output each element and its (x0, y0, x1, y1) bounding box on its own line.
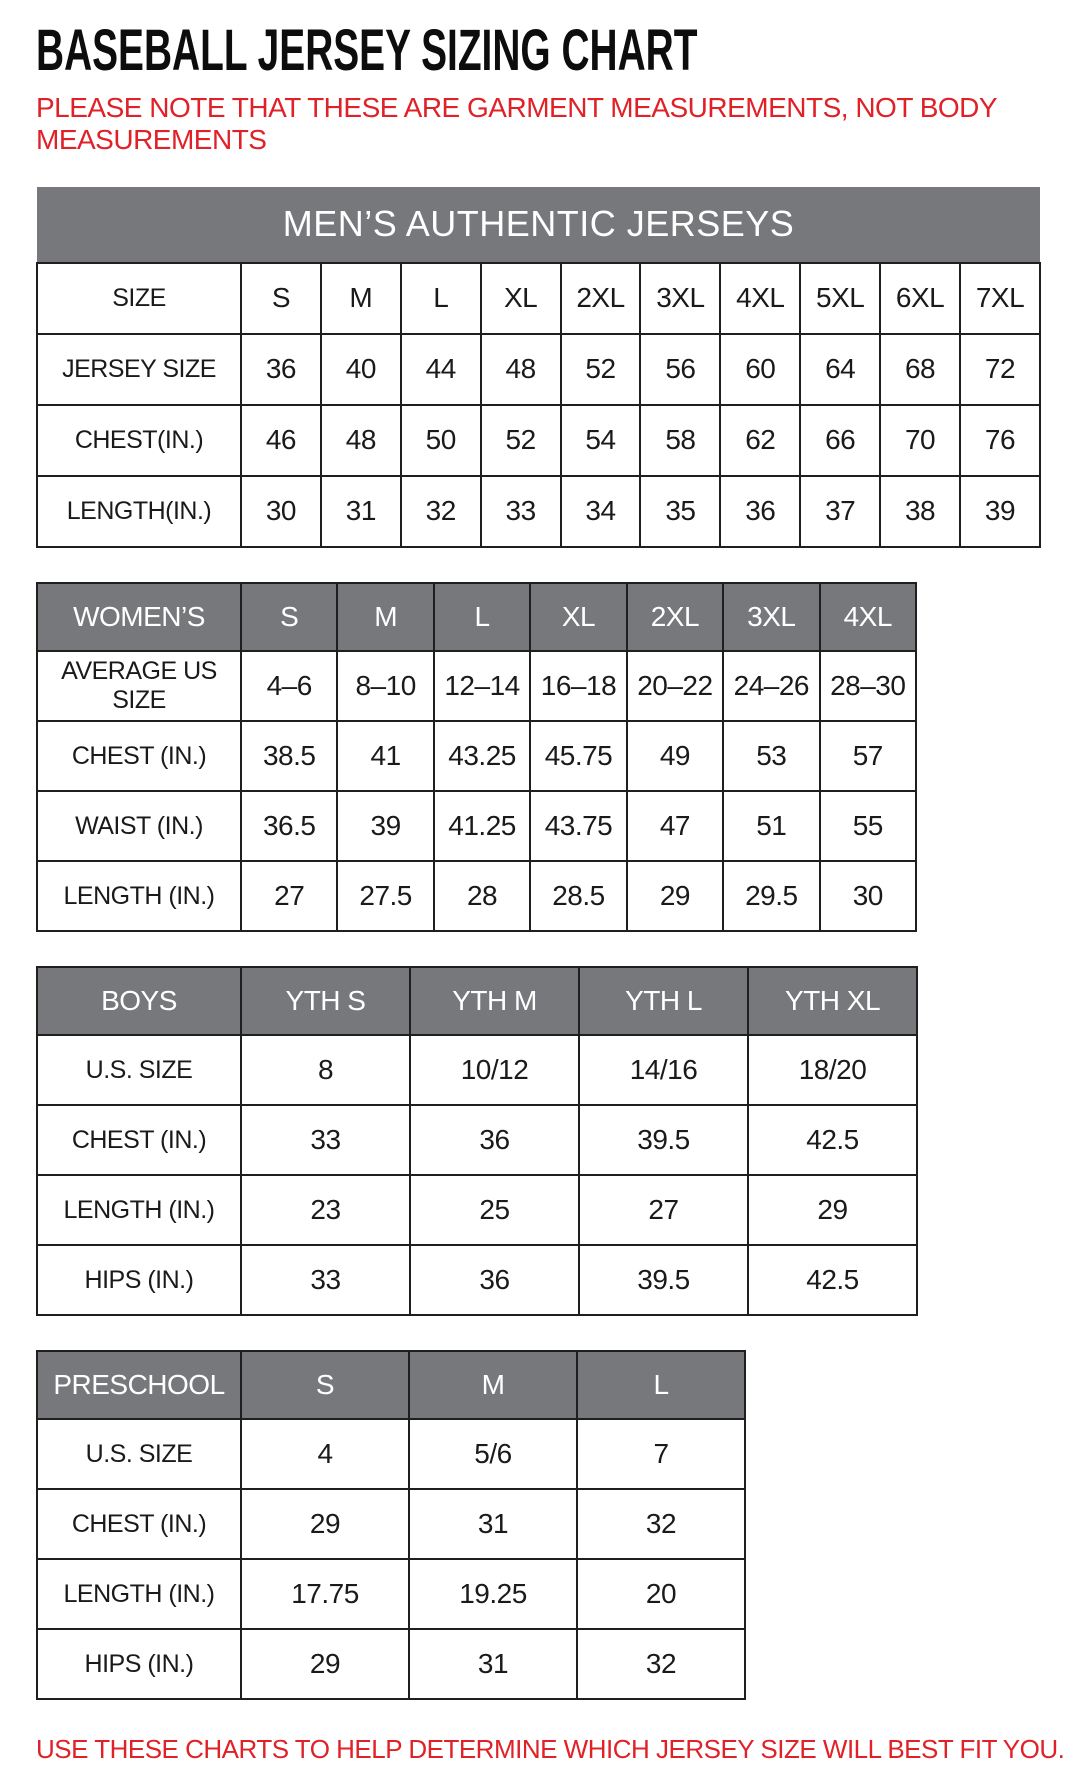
value-cell: 57 (820, 721, 916, 791)
value-cell: 64 (800, 334, 880, 405)
value-cell: 16–18 (530, 651, 626, 721)
preschool-header-label: PRESCHOOL (37, 1351, 241, 1419)
value-cell: 27.5 (337, 861, 433, 931)
table-row (37, 861, 916, 931)
size-column-header: YTH L (579, 967, 748, 1035)
value-cell: 66 (800, 405, 880, 476)
value-cell: 36 (410, 1245, 579, 1315)
table-row (37, 1629, 745, 1699)
value-cell: 39.5 (579, 1245, 748, 1315)
value-cell: 6XL (880, 263, 960, 334)
value-cell: 37 (800, 476, 880, 547)
value-cell: 36 (241, 334, 321, 405)
size-column-header: XL (530, 583, 626, 651)
value-cell: 42.5 (748, 1245, 917, 1315)
value-cell: 7XL (960, 263, 1040, 334)
value-cell: 8 (241, 1035, 410, 1105)
value-cell: 24–26 (723, 651, 819, 721)
value-cell: 30 (241, 476, 321, 547)
row-label: LENGTH (IN.) (37, 861, 241, 931)
value-cell: 36.5 (241, 791, 337, 861)
value-cell: L (401, 263, 481, 334)
value-cell: 54 (561, 405, 641, 476)
row-label: WAIST (IN.) (37, 791, 241, 861)
footer-note: USE THESE CHARTS TO HELP DETERMINE WHICH JERSEY SIZE WILL BEST FIT YOU. (36, 1733, 1065, 1764)
size-column-header: M (409, 1351, 577, 1419)
value-cell: 10/12 (410, 1035, 579, 1105)
table-row (37, 721, 916, 791)
value-cell: 51 (723, 791, 819, 861)
value-cell: 23 (241, 1175, 410, 1245)
table-row (37, 1559, 745, 1629)
value-cell: 72 (960, 334, 1040, 405)
boys-header-label: BOYS (37, 967, 241, 1035)
value-cell: 25 (410, 1175, 579, 1245)
womens-sizing-table (36, 582, 917, 932)
row-label: U.S. SIZE (37, 1035, 241, 1105)
page-title (36, 20, 1077, 82)
size-column-header: 4XL (820, 583, 916, 651)
value-cell: 30 (820, 861, 916, 931)
value-cell: 29.5 (723, 861, 819, 931)
value-cell: 42.5 (748, 1105, 917, 1175)
value-cell: 70 (880, 405, 960, 476)
row-label: CHEST (IN.) (37, 1105, 241, 1175)
value-cell: 41.25 (434, 791, 530, 861)
mens-banner: MEN’S AUTHENTIC JERSEYS (37, 187, 1040, 263)
value-cell: 39.5 (579, 1105, 748, 1175)
table-row (37, 334, 1040, 405)
row-label: HIPS (IN.) (37, 1245, 241, 1315)
value-cell: 29 (748, 1175, 917, 1245)
value-cell: 49 (627, 721, 723, 791)
value-cell: 27 (579, 1175, 748, 1245)
value-cell: 29 (241, 1629, 409, 1699)
row-label: CHEST(IN.) (37, 405, 241, 476)
table-row (37, 791, 916, 861)
size-column-header: S (241, 1351, 409, 1419)
page-title-text: BASEBALL JERSEY SIZING CHART (36, 18, 698, 83)
size-column-header: YTH M (410, 967, 579, 1035)
value-cell: 43.25 (434, 721, 530, 791)
value-cell: 68 (880, 334, 960, 405)
value-cell: 38.5 (241, 721, 337, 791)
value-cell: 29 (627, 861, 723, 931)
table-row (37, 476, 1040, 547)
value-cell: 20 (577, 1559, 745, 1629)
value-cell: 3XL (640, 263, 720, 334)
table-row (37, 405, 1040, 476)
value-cell: 5XL (800, 263, 880, 334)
value-cell: 4 (241, 1419, 409, 1489)
value-cell: 32 (577, 1629, 745, 1699)
preschool-sizing-table (36, 1350, 746, 1700)
value-cell: 38 (880, 476, 960, 547)
value-cell: 29 (241, 1489, 409, 1559)
table-row (37, 263, 1040, 334)
row-label: LENGTH(IN.) (37, 476, 241, 547)
value-cell: 53 (723, 721, 819, 791)
value-cell: 55 (820, 791, 916, 861)
value-cell: 48 (321, 405, 401, 476)
size-column-header: L (577, 1351, 745, 1419)
value-cell: 44 (401, 334, 481, 405)
value-cell: 39 (960, 476, 1040, 547)
size-column-header: YTH S (241, 967, 410, 1035)
value-cell: 32 (401, 476, 481, 547)
measurement-note (36, 92, 1077, 157)
value-cell: 47 (627, 791, 723, 861)
value-cell: 12–14 (434, 651, 530, 721)
table-row (37, 1245, 917, 1315)
row-label: JERSEY SIZE (37, 334, 241, 405)
value-cell: 2XL (561, 263, 641, 334)
value-cell: 4–6 (241, 651, 337, 721)
mens-sizing-table (36, 187, 1041, 548)
measurement-note-line2: MEASUREMENTS (36, 124, 267, 156)
boys-header-row (37, 967, 917, 1035)
table-row (37, 1419, 745, 1489)
size-column-header: YTH XL (748, 967, 917, 1035)
value-cell: 20–22 (627, 651, 723, 721)
value-cell: 32 (577, 1489, 745, 1559)
value-cell: 76 (960, 405, 1040, 476)
value-cell: 52 (561, 334, 641, 405)
value-cell: 41 (337, 721, 433, 791)
value-cell: 58 (640, 405, 720, 476)
value-cell: XL (481, 263, 561, 334)
womens-header-row (37, 583, 916, 651)
value-cell: 19.25 (409, 1559, 577, 1629)
value-cell: 33 (481, 476, 561, 547)
row-label: U.S. SIZE (37, 1419, 241, 1489)
size-column-header: L (434, 583, 530, 651)
value-cell: 4XL (720, 263, 800, 334)
value-cell: 48 (481, 334, 561, 405)
value-cell: 46 (241, 405, 321, 476)
table-row (37, 1489, 745, 1559)
row-label: HIPS (IN.) (37, 1629, 241, 1699)
value-cell: 28–30 (820, 651, 916, 721)
value-cell: 52 (481, 405, 561, 476)
value-cell: 5/6 (409, 1419, 577, 1489)
size-column-header: 3XL (723, 583, 819, 651)
value-cell: 56 (640, 334, 720, 405)
row-label: LENGTH (IN.) (37, 1559, 241, 1629)
value-cell: 14/16 (579, 1035, 748, 1105)
mens-banner-row (37, 187, 1040, 263)
value-cell: 39 (337, 791, 433, 861)
value-cell: 43.75 (530, 791, 626, 861)
value-cell: 40 (321, 334, 401, 405)
row-label: LENGTH (IN.) (37, 1175, 241, 1245)
value-cell: 33 (241, 1245, 410, 1315)
value-cell: 36 (720, 476, 800, 547)
value-cell: 50 (401, 405, 481, 476)
preschool-header-row (37, 1351, 745, 1419)
value-cell: 60 (720, 334, 800, 405)
boys-sizing-table (36, 966, 918, 1316)
measurement-note-line1: PLEASE NOTE THAT THESE ARE GARMENT MEASUREMENTS, NOT BODY (36, 92, 998, 123)
table-row (37, 1175, 917, 1245)
value-cell: 31 (409, 1629, 577, 1699)
value-cell: 45.75 (530, 721, 626, 791)
row-label: SIZE (37, 263, 241, 334)
table-row (37, 1105, 917, 1175)
value-cell: 31 (409, 1489, 577, 1559)
value-cell: 8–10 (337, 651, 433, 721)
value-cell: 34 (561, 476, 641, 547)
value-cell: 36 (410, 1105, 579, 1175)
size-column-header: 2XL (627, 583, 723, 651)
size-column-header: S (241, 583, 337, 651)
row-label: CHEST (IN.) (37, 1489, 241, 1559)
table-row (37, 651, 916, 721)
womens-header-label: WOMEN’S (37, 583, 241, 651)
value-cell: 33 (241, 1105, 410, 1175)
value-cell: M (321, 263, 401, 334)
value-cell: 18/20 (748, 1035, 917, 1105)
value-cell: 28 (434, 861, 530, 931)
value-cell: 31 (321, 476, 401, 547)
value-cell: 28.5 (530, 861, 626, 931)
value-cell: 35 (640, 476, 720, 547)
value-cell: 17.75 (241, 1559, 409, 1629)
value-cell: S (241, 263, 321, 334)
value-cell: 62 (720, 405, 800, 476)
row-label: AVERAGE US SIZE (37, 651, 241, 721)
size-column-header: M (337, 583, 433, 651)
value-cell: 7 (577, 1419, 745, 1489)
table-row (37, 1035, 917, 1105)
row-label: CHEST (IN.) (37, 721, 241, 791)
value-cell: 27 (241, 861, 337, 931)
